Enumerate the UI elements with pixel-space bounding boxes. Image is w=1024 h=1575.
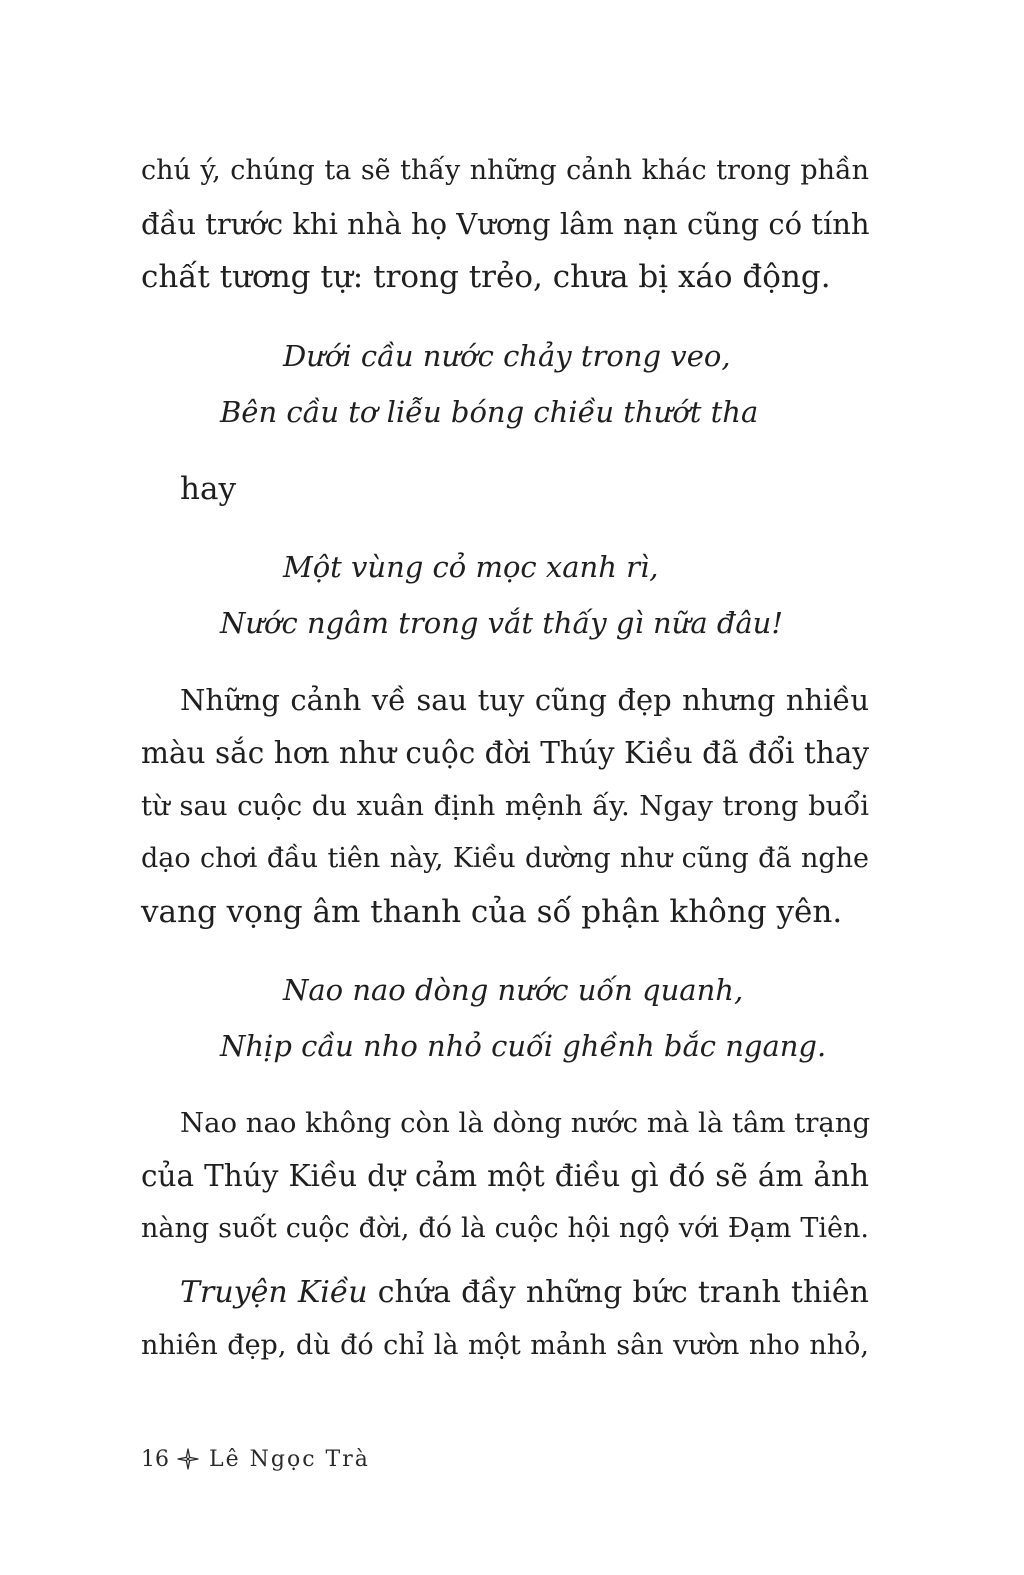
verse-3-line-1: Nao nao dòng nước uốn quanh,: [283, 973, 744, 1007]
paragraph-4-line-1: [180, 1273, 869, 1313]
paragraph-3-line-3: nàng suốt cuộc đời, đó là cuộc hội ngộ với Đạm Tiên.: [141, 1213, 869, 1244]
page-number: 16: [141, 1446, 169, 1472]
book-title-italic: Truyện Kiều: [180, 1275, 368, 1310]
paragraph-3-line-1: Nao nao không còn là dòng nước mà là tâm trạng: [180, 1107, 871, 1139]
page-footer: [141, 1444, 370, 1474]
verse-1-line-2: Bên cầu tơ liễu bóng chiều thướt tha: [220, 395, 759, 429]
paragraph-1-line-3: chất tương tự: trong trẻo, chưa bị xáo động.: [141, 259, 831, 295]
paragraph-3-line-2: của Thúy Kiều dự cảm một điều gì đó sẽ ám ảnh: [141, 1159, 869, 1193]
verse-3-line-2: Nhịp cầu nho nhỏ cuối ghềnh bắc ngang.: [220, 1029, 827, 1063]
paragraph-2-line-2: màu sắc hơn như cuộc đời Thúy Kiều đã đổi thay: [141, 736, 869, 770]
verse-1-line-1: Dưới cầu nước chảy trong veo,: [283, 339, 731, 373]
verse-2-line-2: Nước ngâm trong vắt thấy gì nữa đâu!: [220, 606, 784, 640]
paragraph-4-line-2: nhiên đẹp, dù đó chỉ là một mảnh sân vườn nho nhỏ,: [141, 1330, 869, 1361]
four-point-star-ornament-icon: [177, 1448, 199, 1470]
paragraph-4-line-1-rest: chứa đầy những bức tranh thiên: [367, 1275, 869, 1310]
paragraph-2-line-4: dạo chơi đầu tiên này, Kiều dường như cũng đã nghe: [141, 843, 869, 874]
paragraph-1-line-2: đầu trước khi nhà họ Vương lâm nạn cũng có tính: [141, 207, 870, 241]
paragraph-2-line-5: vang vọng âm thanh của số phận không yên.: [141, 894, 843, 930]
running-footer-author: Lê Ngọc Trà: [209, 1446, 370, 1472]
connector-word: hay: [180, 471, 236, 507]
paragraph-2-line-1: Những cảnh về sau tuy cũng đẹp nhưng nhiều: [180, 683, 869, 717]
verse-2-line-1: Một vùng cỏ mọc xanh rì,: [283, 550, 659, 584]
paragraph-1-line-1: chú ý, chúng ta sẽ thấy những cảnh khác trong phần: [141, 155, 869, 186]
paragraph-2-line-3: từ sau cuộc du xuân định mệnh ấy. Ngay trong buổi: [141, 790, 869, 822]
